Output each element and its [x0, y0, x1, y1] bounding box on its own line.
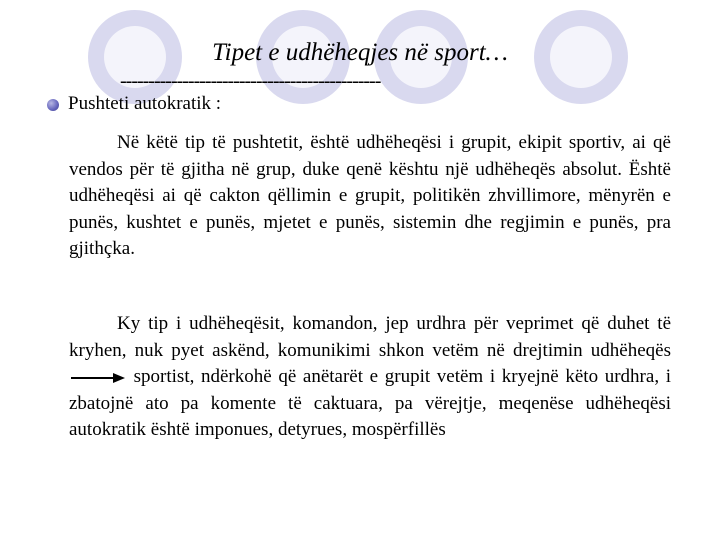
title-separator: ---------------------------------------------- — [120, 74, 381, 88]
paragraph-2 — [69, 311, 671, 444]
slide-title: Tipet e udhëheqjes në sport… — [212, 39, 508, 66]
arrow-right-icon — [69, 371, 127, 385]
bullet-heading: Pushteti autokratik : — [68, 93, 222, 114]
bullet-dot-icon — [47, 99, 59, 111]
paragraph-2-part-2: sportist, ndërkohë që anëtarët e grupit vetëm i kryejnë këto urdhra, i zbatojnë ato pa komente të caktuara, pa vërejtje, meqenëse udhëheqësi autokratik është imponues, detyrues, mospërfillës — [69, 366, 671, 440]
paragraph-1: Në këtë tip të pushtetit, është udhëheqësi i grupit, ekipit sportiv, ai që vendos për të gjitha në grup, duke qenë kështu një udhëheqës absolut. Është udhëheqësi ai që cakton qëllimin e grupit, politikën zhvillimore, mënyrën e punës, kushtet e punës, mjetet e punës, sistemin dhe regjimin e punës, pra gjithçka. — [69, 132, 671, 259]
paragraph-2-part-1: Ky tip i udhëheqësit, komandon, jep urdhra për veprimet që duhet të kryhen, nuk pyet askënd, komunikimi shkon vetëm në drejtimin udhëheqës — [69, 313, 671, 361]
